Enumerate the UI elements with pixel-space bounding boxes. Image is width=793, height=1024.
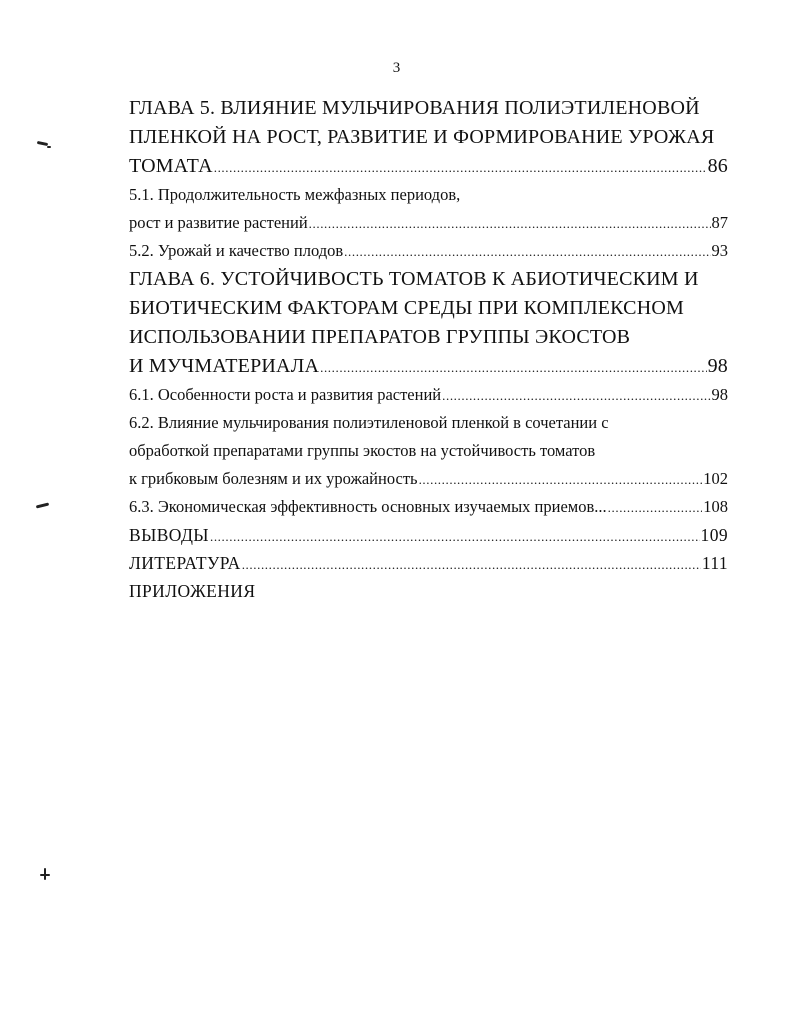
toc-line [129, 409, 728, 437]
toc-entry-text: к грибковым болезням и их урожайность [129, 469, 418, 488]
toc-page-number: 111 [701, 553, 728, 573]
toc-entry-text: ВЫВОДЫ [129, 525, 209, 545]
dot-leader [608, 494, 703, 522]
toc-line [129, 265, 728, 294]
toc-line [129, 152, 728, 181]
toc-page-number: 98 [707, 355, 728, 377]
dot-leader [344, 238, 710, 266]
toc-entry-text: обработкой препаратами группы экостов на устойчивость томатов [129, 441, 596, 460]
dot-leader [210, 523, 700, 551]
toc-entry-text: 5.2. Урожай и качество плодов [129, 241, 344, 260]
page-number: 3 [392, 60, 401, 76]
dot-leader [309, 210, 711, 238]
scan-mark [47, 146, 51, 148]
dot-leader [442, 382, 710, 410]
toc-line [129, 549, 728, 577]
toc-entry-text: 6.3. Экономическая эффективность основных изучаемых приемов... [129, 497, 607, 516]
dot-leader [320, 353, 706, 382]
toc-entry-text: ИСПОЛЬЗОВАНИИ ПРЕПАРАТОВ ГРУППЫ ЭКОСТОВ [129, 326, 631, 348]
toc-page-number: 87 [711, 213, 728, 232]
toc-entry-text: ТОМАТА [129, 155, 213, 177]
dot-leader [242, 551, 701, 579]
dot-leader [214, 153, 707, 182]
scan-mark [36, 502, 49, 508]
toc-entry-text: 6.1. Особенности роста и развития растений [129, 385, 442, 404]
toc-line [129, 493, 728, 521]
toc-entry-text: И МУЧМАТЕРИАЛА [129, 355, 320, 377]
toc-entry-text: рост и развитие растений [129, 213, 308, 232]
toc-entry-text: ПЛЕНКОЙ НА РОСТ, РАЗВИТИЕ И ФОРМИРОВАНИЕ УРОЖАЯ [129, 126, 715, 148]
dot-leader [419, 466, 703, 494]
toc-line [129, 381, 728, 409]
toc-line [129, 577, 728, 605]
toc-entry-text: ГЛАВА 5. ВЛИЯНИЕ МУЛЬЧИРОВАНИЯ ПОЛИЭТИЛЕНОВОЙ [129, 97, 700, 119]
toc-page-number: 98 [711, 385, 728, 404]
scan-mark [44, 868, 46, 880]
toc-line [129, 437, 728, 465]
toc-line [129, 123, 728, 152]
toc-line [129, 94, 728, 123]
toc-line [129, 352, 728, 381]
toc-page-number: 109 [700, 525, 728, 545]
toc-entry-text: ЛИТЕРАТУРА [129, 553, 241, 573]
toc-page-number: 102 [703, 469, 728, 488]
toc-entry-text: 6.2. Влияние мульчирования полиэтиленовой пленкой в сочетании с [129, 413, 609, 432]
toc-entry-text: ГЛАВА 6. УСТОЙЧИВОСТЬ ТОМАТОВ К АБИОТИЧЕСКИМ И [129, 268, 699, 290]
toc-entry-text: БИОТИЧЕСКИМ ФАКТОРАМ СРЕДЫ ПРИ КОМПЛЕКСНОМ [129, 297, 684, 319]
toc-line [129, 294, 728, 323]
toc-line [129, 323, 728, 352]
toc-page-number: 86 [707, 155, 728, 177]
toc-line [129, 181, 728, 209]
table-of-contents [129, 94, 728, 605]
toc-line [129, 521, 728, 549]
toc-line [129, 465, 728, 493]
toc-line [129, 209, 728, 237]
toc-page-number: 108 [703, 497, 728, 516]
toc-entry-text: 5.1. Продолжительность межфазных периодов, [129, 185, 461, 204]
toc-entry-text: ПРИЛОЖЕНИЯ [129, 581, 256, 601]
toc-page-number: 93 [711, 241, 728, 260]
toc-line [129, 237, 728, 265]
